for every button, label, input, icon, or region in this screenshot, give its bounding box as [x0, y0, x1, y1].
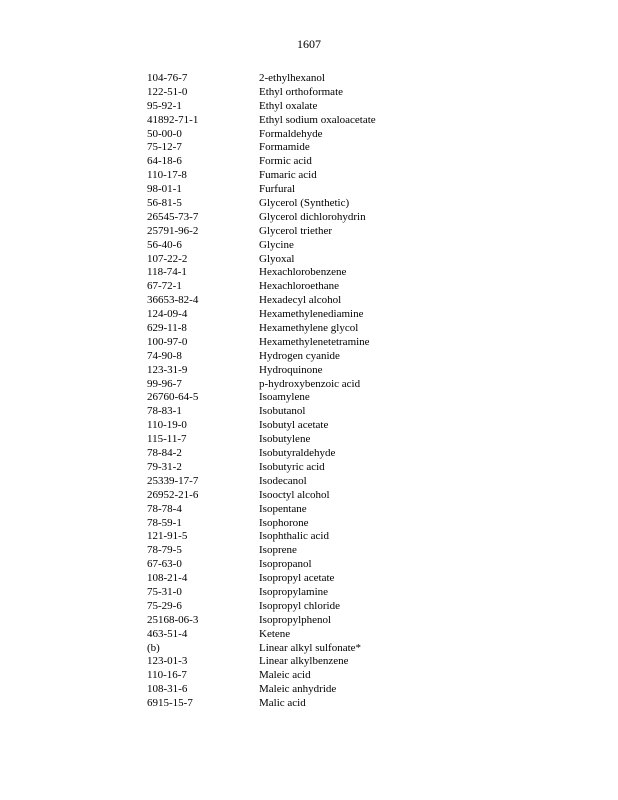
cas-number: 56-81-5 [147, 197, 182, 210]
cas-number: 78-83-1 [147, 405, 182, 418]
table-row [147, 503, 397, 517]
cas-number: 104-76-7 [147, 72, 188, 84]
chemical-name: Isophorone [259, 516, 309, 529]
cas-number: 41892-71-1 [147, 113, 199, 126]
table-row [147, 614, 397, 628]
chemical-name: Hexadecyl alcohol [259, 294, 342, 307]
cas-number: 67-72-1 [147, 280, 182, 293]
table-row [147, 642, 397, 656]
cas-number: 110-19-0 [147, 419, 187, 432]
cas-number: 123-31-9 [147, 363, 188, 376]
cas-number: 100-97-0 [147, 335, 188, 348]
table-row [147, 322, 397, 336]
chemical-name: Isodecanol [259, 474, 307, 487]
chemical-name: Isobutyraldehyde [259, 447, 336, 460]
cas-number: 110-16-7 [147, 669, 187, 682]
chemical-name: Ethyl oxalate [259, 99, 318, 112]
table-row [147, 572, 397, 586]
chemical-name: Isobutylene [259, 433, 311, 446]
chemical-name: p-hydroxybenzoic acid [259, 377, 361, 390]
cas-number: 123-01-3 [147, 655, 188, 668]
chemical-name: Malic acid [259, 697, 306, 710]
chemical-name: Isoamylene [259, 391, 310, 404]
chemical-name: Linear alkyl sulfonate* [259, 641, 362, 654]
table-row [147, 544, 397, 558]
cas-number: 115-11-7 [147, 433, 187, 446]
chemical-name: Isopentane [259, 502, 307, 515]
table-row [147, 72, 397, 86]
table-row [147, 266, 397, 280]
table-row [147, 447, 397, 461]
cas-number: 26545-73-7 [147, 210, 199, 223]
table-row [147, 183, 397, 197]
table-row [147, 114, 397, 128]
chemical-name: Glycerol (Synthetic) [259, 197, 350, 210]
cas-number: 26952-21-6 [147, 488, 199, 501]
table-row [147, 378, 397, 392]
table-row [147, 433, 397, 447]
cas-number: 25339-17-7 [147, 474, 199, 487]
chemical-name: Hydroquinone [259, 363, 323, 376]
table-row [147, 391, 397, 405]
cas-number: 50-00-0 [147, 127, 182, 140]
cas-number: 122-51-0 [147, 85, 188, 98]
chemical-name: Glycerol triether [259, 224, 332, 237]
chemical-name: Ethyl orthoformate [259, 85, 344, 98]
chemical-name: Formaldehyde [259, 127, 323, 140]
cas-number: 78-79-5 [147, 544, 182, 557]
table-row [147, 86, 397, 100]
chemical-name: Formamide [259, 141, 310, 154]
cas-number: 78-84-2 [147, 447, 182, 460]
table-row [147, 239, 397, 253]
table-row [147, 155, 397, 169]
table-row [147, 683, 397, 697]
table-row [147, 628, 397, 642]
cas-number: 25791-96-2 [147, 224, 199, 237]
table-row [147, 197, 397, 211]
table-row [147, 517, 397, 531]
table-row [147, 280, 397, 294]
chemical-name: Isopropylamine [259, 585, 329, 598]
chemical-name: Isophthalic acid [259, 530, 329, 543]
table-row [147, 530, 397, 544]
chemical-table [147, 72, 397, 711]
table-row [147, 697, 397, 711]
table-row [147, 225, 397, 239]
chemical-name: Glycine [259, 238, 294, 251]
table-row [147, 253, 397, 267]
chemical-name: Isopropyl chloride [259, 599, 340, 612]
cas-number: 95-92-1 [147, 99, 182, 112]
cas-number: 99-96-7 [147, 377, 182, 390]
chemical-name: Glyoxal [259, 252, 295, 265]
chemical-name: Isopropanol [259, 558, 312, 571]
chemical-name: Ethyl sodium oxaloacetate [259, 113, 376, 126]
chemical-name: Isobutyl acetate [259, 419, 329, 432]
table-row [147, 128, 397, 142]
chemical-name: Maleic acid [259, 669, 311, 682]
cas-number: 98-01-1 [147, 183, 182, 196]
chemical-name: Glycerol dichlorohydrin [259, 210, 366, 223]
table-row [147, 489, 397, 503]
chemical-name: Linear alkylbenzene [259, 655, 349, 668]
chemical-name: Isooctyl alcohol [259, 488, 330, 501]
cas-number: 75-29-6 [147, 599, 182, 612]
cas-number: 75-31-0 [147, 585, 182, 598]
cas-number: 463-51-4 [147, 627, 188, 640]
chemical-name: Hexamethylenediamine [259, 308, 364, 321]
table-row [147, 669, 397, 683]
chemical-name: Hexachloroethane [259, 280, 340, 293]
table-row [147, 475, 397, 489]
table-row [147, 211, 397, 225]
table-row [147, 308, 397, 322]
chemical-name: Isoprene [259, 544, 297, 557]
cas-number: 110-17-8 [147, 169, 187, 182]
table-row [147, 169, 397, 183]
cas-number: 79-31-2 [147, 460, 182, 473]
chemical-name: Isobutanol [259, 405, 306, 418]
cas-number: 26760-64-5 [147, 391, 199, 404]
table-row [147, 586, 397, 600]
cas-number: 121-91-5 [147, 530, 188, 543]
chemical-name: Isobutyric acid [259, 460, 325, 473]
chemical-name: Furfural [259, 183, 296, 196]
chemical-name: Isopropylphenol [259, 613, 332, 626]
cas-number: 124-09-4 [147, 308, 188, 321]
chemical-name: Hydrogen cyanide [259, 349, 340, 362]
chemical-name: Hexachlorobenzene [259, 266, 347, 279]
table-row [147, 294, 397, 308]
chemical-name: Ketene [259, 627, 291, 640]
chemical-name: Hexamethylene glycol [259, 322, 359, 335]
chemical-name: Isopropyl acetate [259, 572, 335, 585]
cas-number: 25168-06-3 [147, 613, 199, 626]
cas-number: 108-31-6 [147, 683, 188, 696]
cas-number: 6915-15-7 [147, 697, 193, 710]
table-row [147, 364, 397, 378]
table-row [147, 336, 397, 350]
cas-number: 36653-82-4 [147, 294, 199, 307]
cas-number: 107-22-2 [147, 252, 188, 265]
page-number: 1607 [297, 37, 321, 51]
chemical-name: Maleic anhydride [259, 683, 337, 696]
cas-number: 78-78-4 [147, 502, 182, 515]
cas-number: 118-74-1 [147, 266, 187, 279]
table-row [147, 141, 397, 155]
cas-number: 629-11-8 [147, 322, 187, 335]
table-row [147, 558, 397, 572]
table-row [147, 600, 397, 614]
table-row [147, 350, 397, 364]
table-row [147, 655, 397, 669]
table-row [147, 100, 397, 114]
chemical-name: Formic acid [259, 155, 312, 168]
table-row [147, 405, 397, 419]
chemical-name: Fumaric acid [259, 169, 317, 182]
cas-number: 78-59-1 [147, 516, 182, 529]
cas-number: 75-12-7 [147, 141, 182, 154]
cas-number: 56-40-6 [147, 238, 182, 251]
chemical-name: Hexamethylenetetramine [259, 335, 370, 348]
cas-number: 74-90-8 [147, 349, 182, 362]
table-row [147, 461, 397, 475]
cas-number: (b) [147, 641, 160, 654]
table-row [147, 419, 397, 433]
cas-number: 64-18-6 [147, 155, 182, 168]
cas-number: 67-63-0 [147, 558, 182, 571]
cas-number: 108-21-4 [147, 572, 188, 585]
chemical-name: 2-ethylhexanol [259, 72, 325, 84]
